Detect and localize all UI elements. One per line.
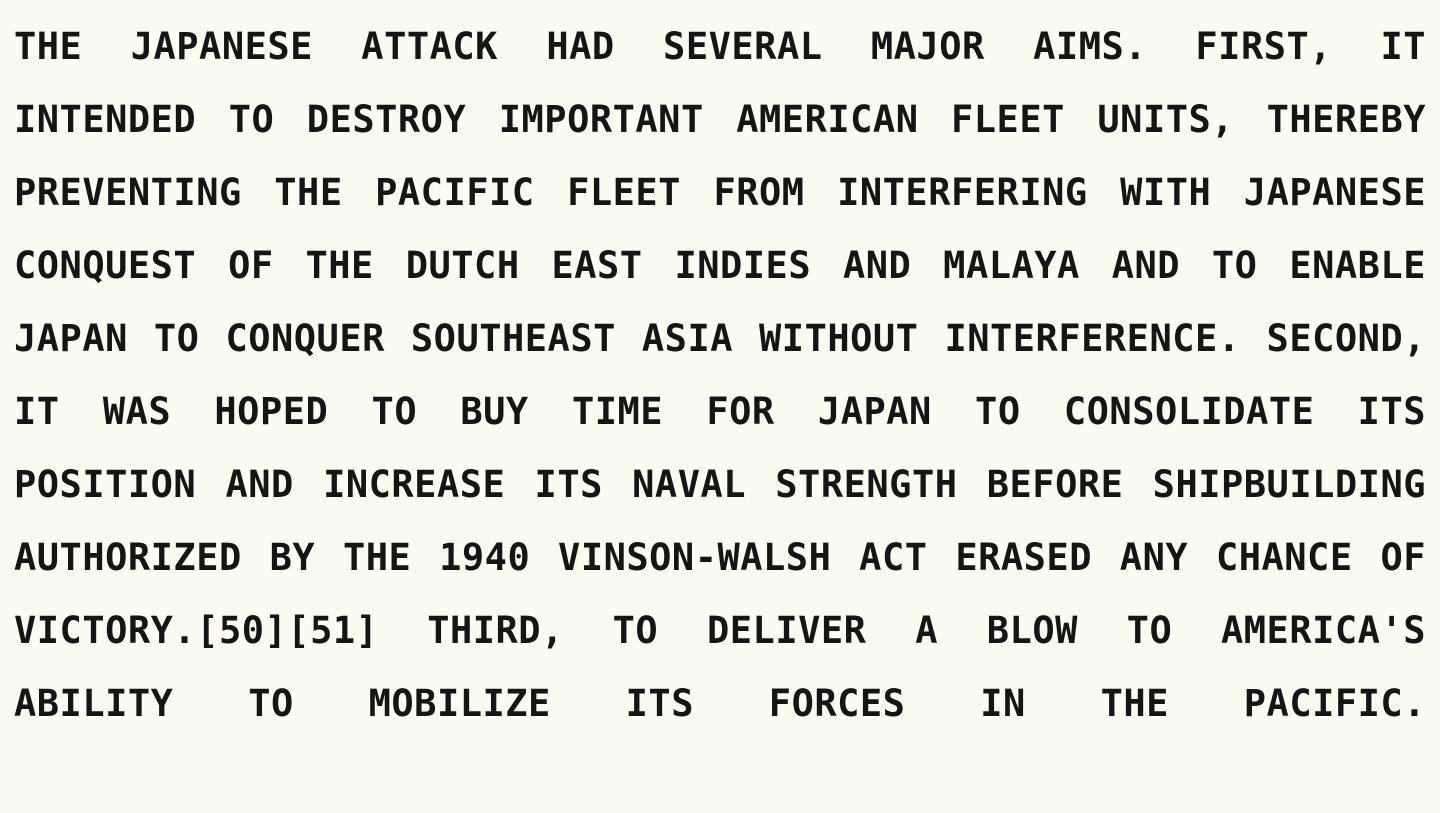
body-paragraph: THE JAPANESE ATTACK HAD SEVERAL MAJOR AIMS. FIRST, IT INTENDED TO DESTROY IMPORTANT AMERICAN FLEET UNITS, THEREBY PREVENTING THE PACIFIC FLEET FROM INTERFERING WITH JAPANESE CONQUEST OF THE DUTCH EAST INDIES AND MALAYA AND TO ENABLE JAPAN TO CONQUER SOUTHEAST ASIA WITHOUT INTERFERENCE. SECOND, IT WAS HOPED TO BUY TIME FOR JAPAN TO CONSOLIDATE ITS POSITION AND INCREASE ITS NAVAL STRENGTH BEFORE SHIPBUILDING AUTHORIZED BY THE 1940 VINSON-WALSH ACT ERASED ANY CHANCE OF VICTORY.[50][51] THIRD, TO DELIVER A BLOW TO AMERICA'S ABILITY TO MOBILIZE ITS FORCES IN THE PACIFIC.	[14, 25, 1426, 725]
